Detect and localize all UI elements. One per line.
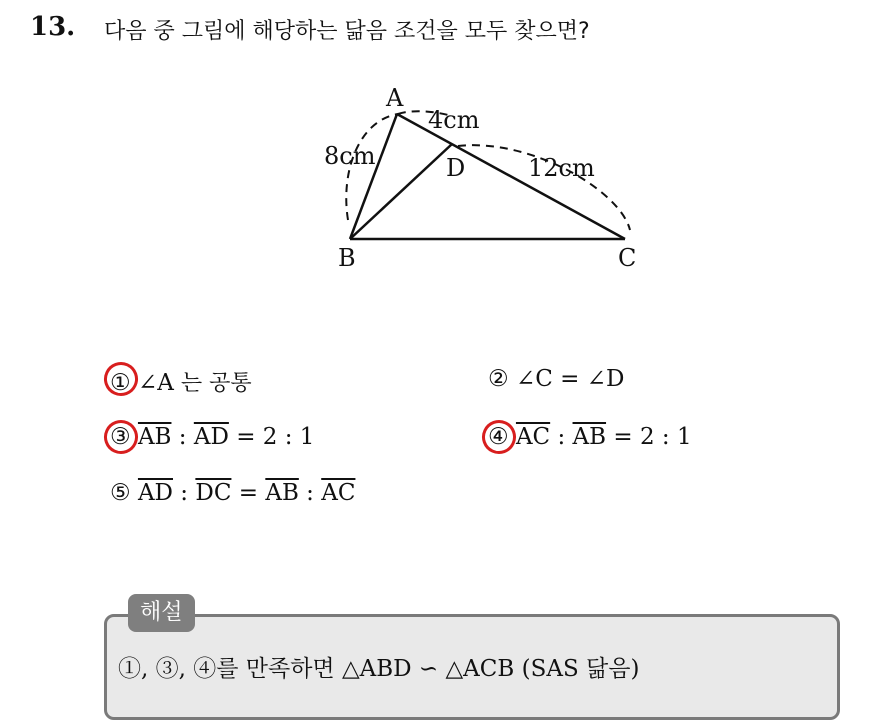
label-d: D — [446, 154, 466, 182]
choice-5-number: ⑤ — [110, 480, 131, 506]
choice-3[interactable] — [110, 424, 314, 450]
choice-4[interactable] — [488, 424, 692, 450]
question-text: 다음 중 그림에 해당하는 닮음 조건을 모두 찾으면? — [104, 19, 590, 44]
label-c: C — [618, 244, 637, 272]
choice-4-ratio: = 2 : 1 — [606, 424, 692, 450]
label-b: B — [338, 244, 356, 272]
choice-5[interactable] — [110, 480, 355, 506]
choice-5-segment-ad: $\overline{AD}$ — [137, 480, 173, 506]
side-ab — [350, 114, 397, 239]
length-dc: 12cm — [528, 154, 595, 182]
question-number: 13. — [30, 12, 76, 42]
label-a: A — [386, 84, 404, 112]
choice-5-segment-ab: $\overline{AB}$ — [265, 480, 299, 506]
choice-2[interactable] — [488, 366, 624, 392]
length-ab: 8cm — [324, 142, 376, 170]
choice-3-colon: : — [171, 424, 194, 450]
choice-1[interactable] — [110, 366, 252, 397]
choice-5-colon-2: : — [298, 480, 322, 506]
choice-5-equals: = — [231, 480, 266, 506]
choice-4-segment-ac: $\overline{AC}$ — [515, 424, 551, 450]
solution-tag: 해설 — [128, 594, 195, 632]
choice-5-segment-dc: $\overline{DC}$ — [195, 480, 232, 506]
choice-2-text: ∠C = ∠D — [515, 366, 625, 392]
choice-1-text: 는 공통 — [173, 371, 252, 396]
choice-3-ratio: = 2 : 1 — [228, 424, 315, 450]
solution-text: ①, ③, ④를 만족하면 △ABD ∽ △ACB (SAS 닮음) — [118, 656, 640, 682]
choice-5-colon-1: : — [173, 480, 196, 506]
choice-3-segment-ad: $\overline{AD}$ — [193, 424, 229, 450]
length-ad: 4cm — [428, 106, 480, 134]
choice-2-number: ② — [488, 366, 509, 392]
triangle-figure — [300, 80, 660, 280]
choice-4-colon: : — [550, 424, 573, 450]
choice-4-number: ④ — [488, 424, 509, 450]
choice-3-segment-ab: $\overline{AB}$ — [137, 424, 172, 450]
choice-5-segment-ac: $\overline{AC}$ — [321, 480, 356, 506]
choice-1-angle: ∠A — [137, 370, 174, 396]
choice-3-number: ③ — [110, 424, 131, 450]
choice-4-segment-ab: $\overline{AB}$ — [572, 424, 607, 450]
choice-1-number: ① — [110, 370, 131, 396]
